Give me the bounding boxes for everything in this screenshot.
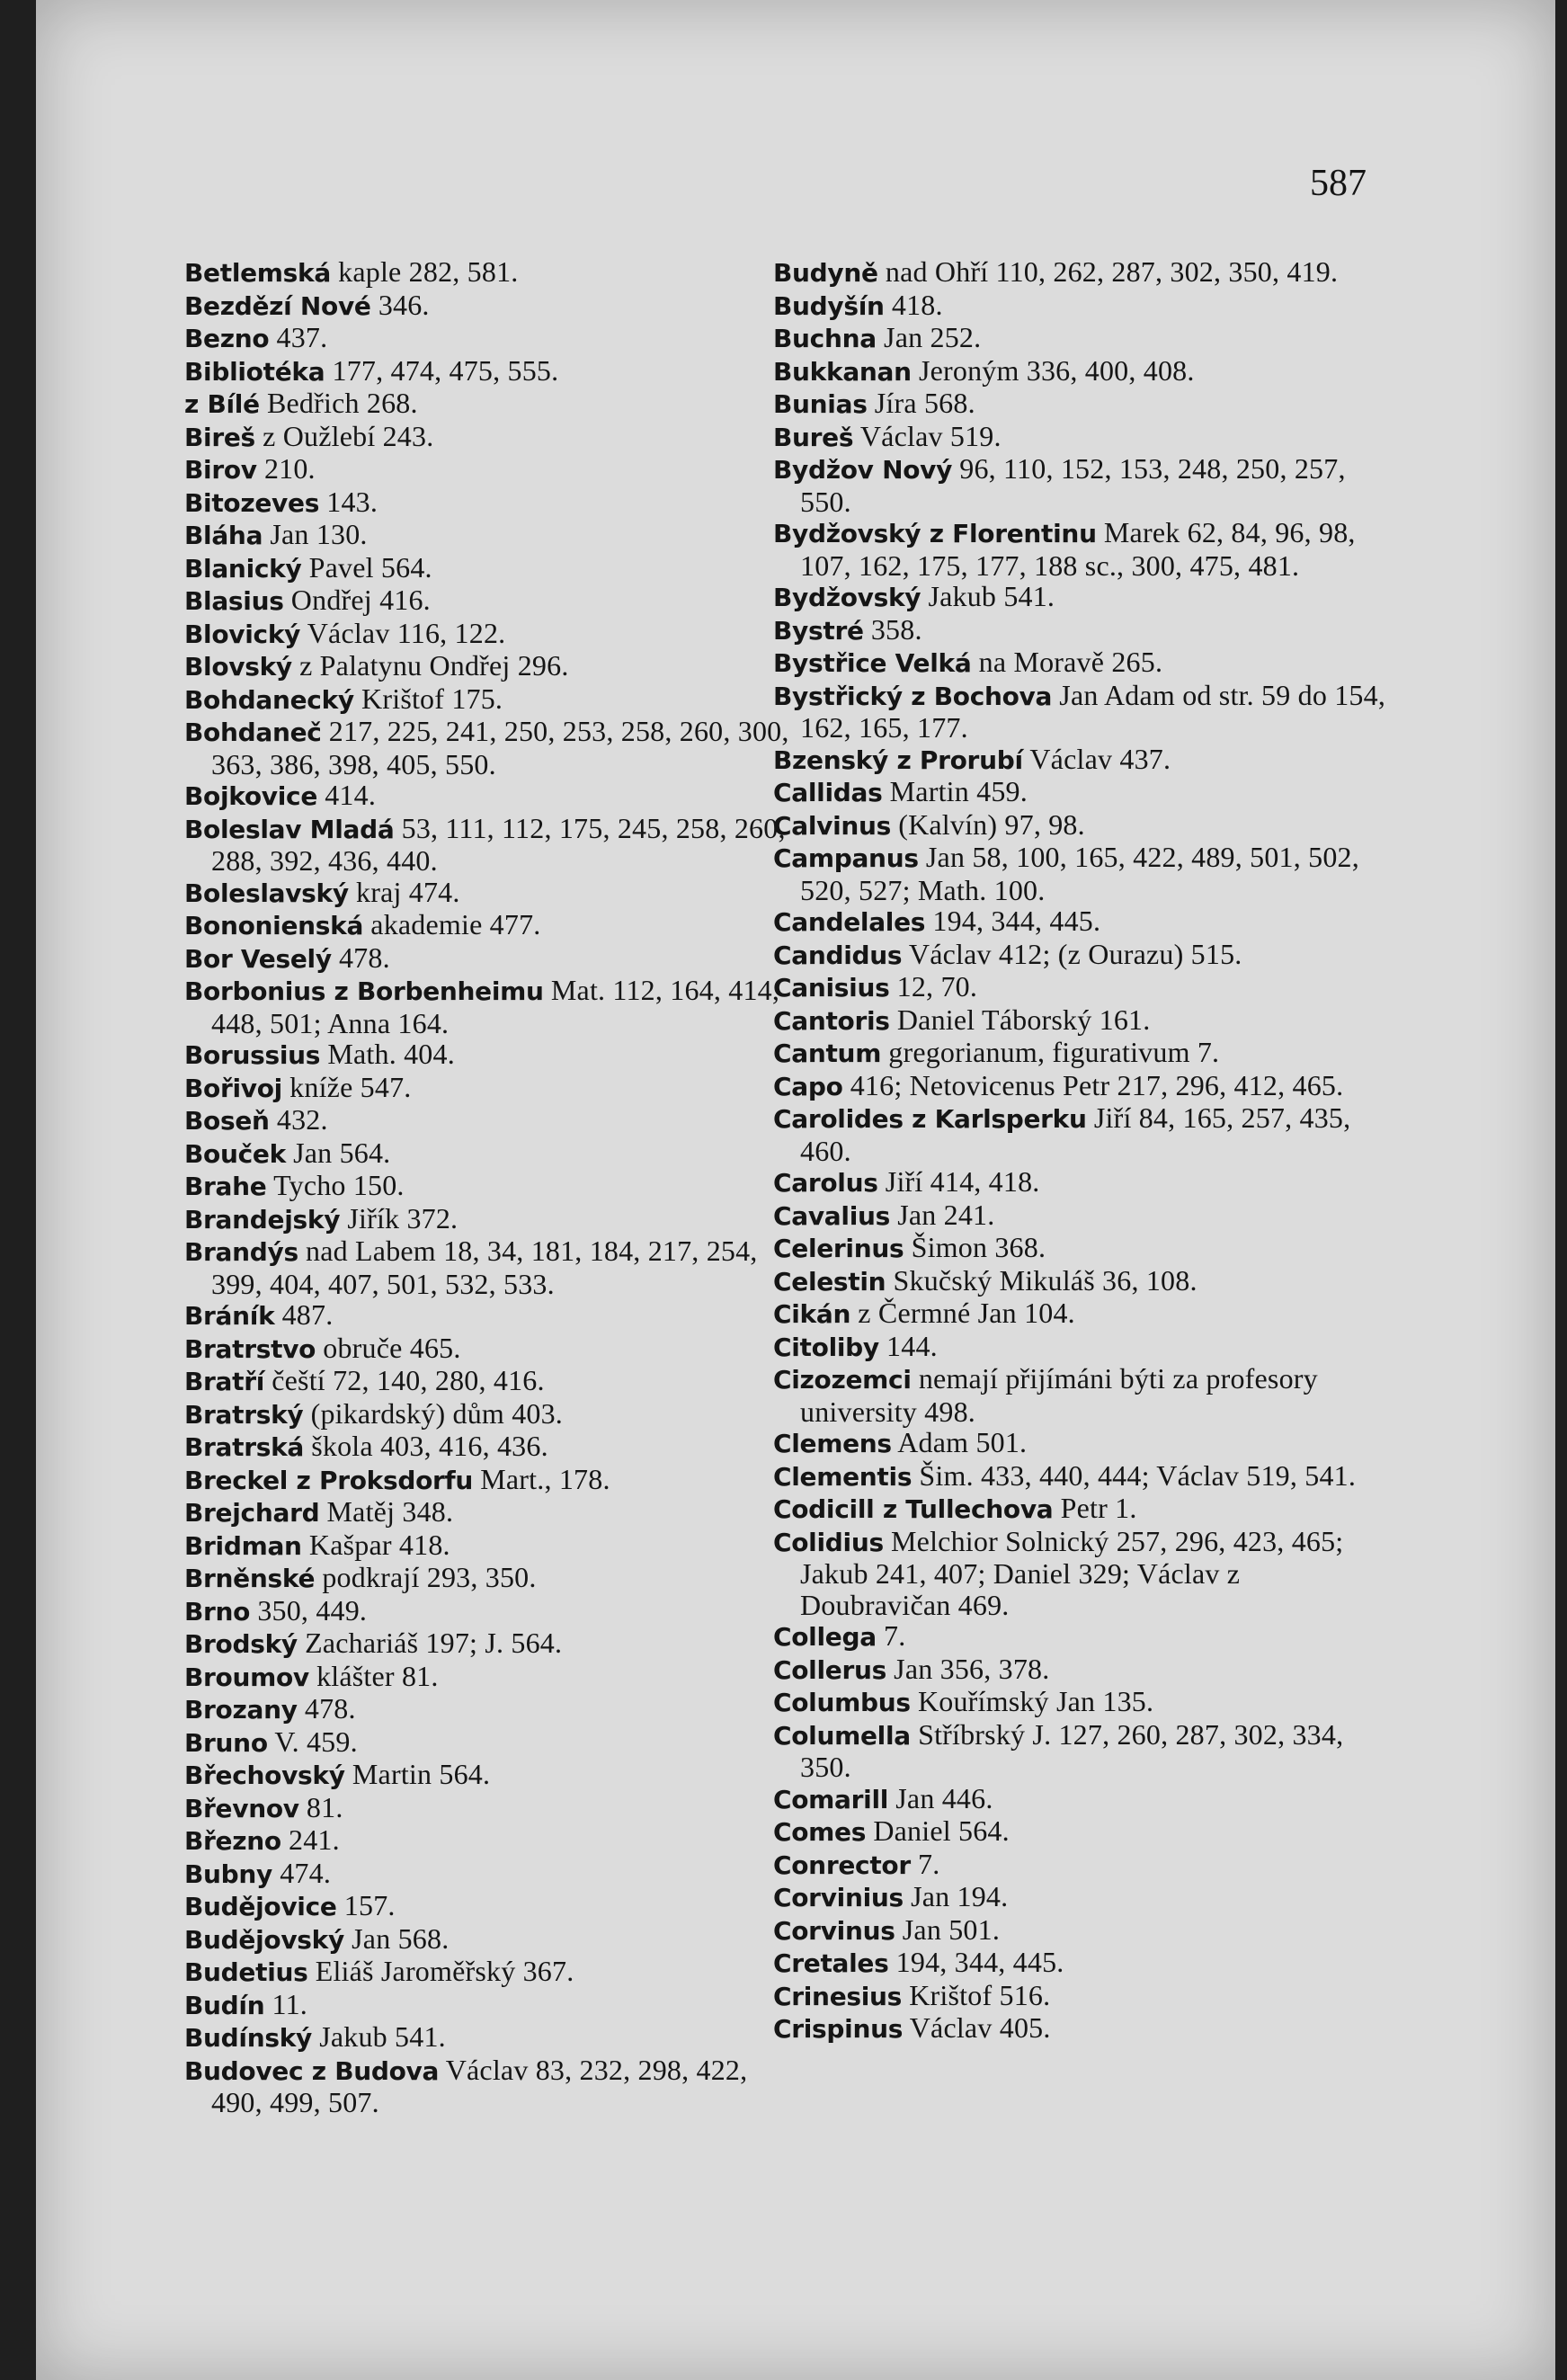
index-entry [184, 1299, 796, 1333]
entry-references: Petr 1. [1053, 1492, 1137, 1524]
index-entry [184, 1759, 796, 1792]
entry-references: Václav 83, 232, 298, 422, 490, 499, 507. [211, 2053, 748, 2118]
entry-headword: Candidus [773, 940, 903, 970]
index-entry [773, 776, 1393, 809]
index-entry [184, 256, 796, 290]
entry-references: Jan 241. [890, 1198, 995, 1231]
entry-references: 487. [274, 1298, 334, 1331]
entry-references: 144. [878, 1329, 938, 1362]
entry-references: Jan 501. [895, 1912, 1001, 1946]
entry-headword: Bzenský z Prorubí [773, 744, 1023, 775]
entry-references: Ondřej 416. [283, 584, 431, 616]
index-entry [773, 1427, 1393, 1460]
index-entry [773, 1331, 1393, 1364]
entry-references: 12, 70. [889, 970, 978, 1003]
entry-references: Daniel 564. [866, 1814, 1010, 1847]
entry-headword: Bojkovice [184, 781, 318, 811]
index-entry [773, 290, 1393, 323]
entry-headword: Columella [773, 1720, 911, 1751]
index-entry [184, 877, 796, 910]
entry-headword: Celestin [773, 1266, 886, 1297]
entry-headword: Bridman [184, 1530, 302, 1561]
entry-headword: Budovec z Budova [184, 2055, 440, 2086]
index-entry [773, 355, 1393, 388]
index-entry [773, 256, 1393, 290]
entry-headword: Cikán [773, 1299, 851, 1329]
entry-references: 414. [317, 779, 377, 811]
entry-references: Jan 446. [888, 1781, 993, 1814]
entry-headword: Budějovský [184, 1924, 344, 1955]
entry-references: 210. [256, 452, 316, 485]
index-entry [773, 1719, 1393, 1783]
entry-references: Zachariáš 197; J. 564. [297, 1627, 563, 1659]
entry-headword: Columbus [773, 1688, 911, 1717]
entry-headword: Broumov [184, 1662, 309, 1692]
entry-references: 437. [269, 321, 328, 353]
entry-references: Václav 437. [1022, 742, 1171, 775]
index-entry [184, 780, 796, 813]
index-entry [773, 322, 1393, 355]
entry-references: 177, 474, 475, 555. [325, 353, 559, 387]
index-entry [773, 971, 1393, 1004]
entry-headword: Clementis [773, 1461, 913, 1492]
entry-headword: Brandejský [184, 1204, 341, 1235]
index-entry [773, 1004, 1393, 1038]
entry-references: kníže 547. [281, 1070, 412, 1103]
index-entry [184, 1562, 796, 1595]
entry-headword: Budějovice [184, 1892, 337, 1921]
index-entry [184, 1595, 796, 1628]
entry-references: nad Labem 18, 34, 181, 184, 217, 254, 399, 404, 407, 501, 532, 533. [211, 1235, 758, 1300]
entry-headword: Brodský [184, 1629, 298, 1659]
index-column-left [184, 256, 796, 2118]
entry-references: 53, 111, 112, 175, 245, 258, 260, 288, 392, 436, 440. [211, 811, 786, 877]
entry-headword: Borussius [184, 1040, 321, 1070]
entry-headword: Bireš [184, 422, 255, 452]
index-entry [184, 519, 796, 552]
entry-headword: Bláha [184, 521, 263, 550]
entry-headword: Citoliby [773, 1332, 879, 1362]
entry-references: Tycho 150. [266, 1169, 405, 1201]
index-entry [773, 744, 1393, 777]
index-entry [184, 584, 796, 618]
entry-headword: Bystřický z Bochova [773, 681, 1053, 711]
entry-references: (Kalvín) 97, 98. [891, 807, 1085, 841]
index-entry [184, 1858, 796, 1891]
index-entry [184, 1956, 796, 1989]
entry-references: Martin 459. [882, 775, 1028, 807]
entry-headword: Canisius [773, 973, 890, 1003]
index-entry [773, 1947, 1393, 1980]
index-entry [773, 939, 1393, 972]
entry-headword: Collerus [773, 1654, 886, 1685]
entry-references: 432. [269, 1103, 328, 1136]
page-number: 587 [1310, 163, 1367, 204]
entry-headword: Celerinus [773, 1234, 904, 1263]
entry-headword: Colidius [773, 1527, 884, 1557]
index-entry [184, 716, 796, 780]
entry-headword: Cavalius [773, 1200, 890, 1231]
entry-headword: Buchna [773, 324, 877, 353]
entry-references: Jan 356, 378. [886, 1652, 1050, 1685]
entry-headword: Bydžovský z Florentinu [773, 519, 1097, 548]
entry-references: gregorianum, figurativum 7. [881, 1036, 1220, 1068]
entry-headword: Collega [773, 1622, 877, 1652]
entry-headword: Bouček [184, 1138, 286, 1169]
entry-references: 7. [910, 1847, 940, 1880]
index-entry [773, 421, 1393, 454]
entry-references: nemají přijímáni býti za profesory university 498. [800, 1362, 1318, 1428]
entry-headword: Boseň [184, 1106, 270, 1136]
index-entry [773, 581, 1393, 614]
entry-headword: Bubny [184, 1859, 273, 1889]
entry-references: 478. [297, 1692, 356, 1725]
entry-references: Jiřík 372. [340, 1201, 459, 1235]
entry-headword: Blanický [184, 553, 302, 584]
index-entry [773, 680, 1393, 744]
index-entry [184, 683, 796, 717]
index-entry [773, 842, 1393, 905]
index-entry [184, 1038, 796, 1072]
index-entry [773, 1686, 1393, 1719]
entry-references: Jan Adam od str. 59 do 154, 162, 165, 177. [800, 678, 1386, 744]
entry-headword: Boleslav Mladá [184, 814, 395, 844]
entry-references: Václav 519. [853, 419, 1002, 452]
entry-references: škola 403, 416, 436. [304, 1430, 548, 1462]
entry-headword: Bruno [184, 1727, 268, 1758]
index-entry [773, 1232, 1393, 1265]
index-entry [773, 1460, 1393, 1493]
entry-references: 194, 344, 445. [888, 1946, 1064, 1978]
entry-headword: Blovský [184, 652, 292, 682]
entry-headword: Conrector [773, 1850, 911, 1880]
entry-headword: Carolides z Karlsperku [773, 1104, 1087, 1134]
index-entry [184, 1824, 796, 1858]
entry-headword: Blasius [184, 586, 284, 616]
entry-headword: Cantum [773, 1038, 882, 1068]
index-entry [184, 1104, 796, 1137]
index-entry [184, 322, 796, 355]
entry-headword: Borbonius z Borbenheimu [184, 976, 544, 1006]
index-entry [184, 813, 796, 877]
index-entry [773, 1297, 1393, 1331]
index-entry [773, 1620, 1393, 1654]
index-entry [184, 1398, 796, 1431]
entry-references: 81. [298, 1790, 343, 1823]
entry-headword: Bořivoj [184, 1073, 282, 1103]
entry-references: Daniel Táborský 161. [889, 1003, 1151, 1036]
entry-references: Bedřich 268. [259, 387, 418, 419]
index-entry [184, 1661, 796, 1694]
index-entry [184, 1792, 796, 1825]
entry-references: Martin 564. [344, 1758, 491, 1790]
entry-references: 194, 344, 445. [925, 905, 1101, 937]
index-entry [184, 388, 796, 421]
index-entry [773, 1037, 1393, 1070]
entry-references: Jan 568. [343, 1921, 450, 1955]
entry-headword: Bratří [184, 1367, 265, 1396]
entry-headword: Bratrská [184, 1432, 305, 1462]
book-page [36, 0, 1555, 2380]
entry-references: kraj 474. [348, 875, 460, 908]
entry-headword: Bratrstvo [184, 1333, 316, 1364]
index-entry [773, 1199, 1393, 1233]
index-entry [773, 1166, 1393, 1199]
entry-references: z Palatynu Ondřej 296. [291, 649, 569, 682]
entry-headword: Bezdězí Nové [184, 290, 371, 321]
entry-references: 474. [272, 1856, 332, 1889]
entry-headword: Capo [773, 1071, 843, 1101]
index-entry [773, 1815, 1393, 1849]
entry-headword: Bydžovský [773, 583, 922, 612]
entry-references: Kouřímský Jan 135. [910, 1685, 1154, 1717]
entry-headword: Bononienská [184, 911, 364, 940]
entry-references: Krištof 516. [902, 1978, 1051, 2011]
index-entry [184, 290, 796, 323]
entry-references: Mart., 178. [473, 1462, 610, 1495]
index-entry [184, 421, 796, 454]
entry-references: Stříbrský J. 127, 260, 287, 302, 334, 350. [800, 1717, 1344, 1783]
entry-headword: Brno [184, 1596, 251, 1627]
entry-headword: Bibliotéka [184, 356, 325, 387]
entry-references: Jiří 414, 418. [877, 1165, 1040, 1198]
index-entry [184, 1890, 796, 1923]
entry-headword: Budínský [184, 2023, 312, 2053]
entry-headword: Birov [184, 455, 257, 485]
index-entry [184, 1137, 796, 1171]
index-entry [773, 1783, 1393, 1816]
entry-references: Václav 412; (z Ourazu) 515. [902, 937, 1242, 970]
entry-headword: Brozany [184, 1695, 298, 1725]
entry-headword: Corvinus [773, 1915, 895, 1946]
entry-references: podkrají 293, 350. [315, 1561, 537, 1593]
index-entry [184, 355, 796, 388]
index-entry [184, 1693, 796, 1726]
index-entry [773, 517, 1393, 581]
entry-headword: Breckel z Proksdorfu [184, 1465, 474, 1495]
index-entry [184, 942, 796, 976]
index-entry [184, 1496, 796, 1529]
entry-references: Jan 194. [903, 1880, 1009, 1912]
entry-references: z Čermné Jan 104. [850, 1297, 1075, 1329]
entry-headword: Boleslavský [184, 878, 349, 908]
entry-references: Krištof 175. [353, 682, 503, 715]
entry-headword: Budyně [773, 258, 878, 288]
entry-references: Jeroným 336, 400, 408. [911, 353, 1195, 387]
entry-references: akademie 477. [363, 908, 541, 940]
entry-references: Adam 501. [891, 1426, 1028, 1458]
entry-references: nad Ohří 110, 262, 287, 302, 350, 419. [877, 255, 1339, 288]
index-entry [184, 1170, 796, 1203]
index-entry [184, 1203, 796, 1236]
index-entry [773, 453, 1393, 517]
entry-headword: Bukkanan [773, 356, 912, 387]
entry-references: Jan 252. [876, 321, 982, 353]
entry-headword: Bunias [773, 389, 868, 419]
entry-headword: Comes [773, 1817, 867, 1847]
index-entry [184, 1627, 796, 1661]
entry-headword: Comarill [773, 1784, 889, 1814]
index-entry [184, 453, 796, 486]
entry-headword: Bezno [184, 324, 270, 353]
entry-references: Math. 404. [320, 1038, 455, 1070]
entry-references: Šimon 368. [904, 1231, 1046, 1263]
entry-references: 346. [370, 288, 430, 321]
entry-references: 143. [319, 485, 378, 518]
entry-references: 217, 225, 241, 250, 253, 258, 260, 300, 363, 386, 398, 405, 550. [211, 715, 789, 780]
index-entry [184, 1923, 796, 1957]
entry-headword: Brahe [184, 1172, 267, 1201]
index-entry [773, 1881, 1393, 1914]
index-entry [773, 905, 1393, 939]
entry-references: Marek 62, 84, 96, 98, 107, 162, 175, 177, 188 sc., 300, 475, 481. [800, 516, 1356, 582]
entry-headword: Bráník [184, 1301, 275, 1331]
index-entry [184, 2021, 796, 2055]
entry-headword: Corvinius [773, 1883, 904, 1912]
entry-references: Václav 405. [903, 2011, 1051, 2044]
entry-references: Melchior Solnický 257, 296, 423, 465; Jakub 241, 407; Daniel 329; Václav z Doubravičan 469. [800, 1524, 1344, 1621]
entry-headword: Bydžov Nový [773, 455, 953, 485]
index-entry [184, 1235, 796, 1299]
entry-references: obruče 465. [316, 1331, 461, 1364]
entry-headword: Bohdanecký [184, 684, 354, 715]
index-entry [184, 1529, 796, 1563]
entry-headword: Březno [184, 1826, 281, 1856]
entry-references: 416; Netovicenus Petr 217, 296, 412, 465. [842, 1068, 1344, 1101]
index-entry [184, 909, 796, 942]
index-entry [184, 552, 796, 585]
index-column-right [773, 256, 1393, 2046]
entry-headword: Cantoris [773, 1005, 890, 1036]
entry-references: Eliáš Jaroměřský 367. [307, 1955, 574, 1987]
index-entry [773, 1493, 1393, 1526]
index-entry [184, 2055, 796, 2118]
entry-references: Skučský Mikuláš 36, 108. [886, 1263, 1198, 1297]
entry-references: 358. [863, 612, 922, 646]
entry-references: Mat. 112, 164, 414, 448, 501; Anna 164. [211, 974, 780, 1039]
index-entry [184, 650, 796, 683]
entry-headword: Bystré [773, 615, 864, 646]
entry-references: kaple 282, 581. [330, 255, 519, 288]
entry-references: (pikardský) dům 403. [303, 1396, 563, 1430]
index-entry [184, 975, 796, 1038]
index-entry [773, 388, 1393, 421]
entry-headword: Betlemská [184, 258, 331, 288]
index-entry [773, 1102, 1393, 1166]
entry-references: Václav 116, 122. [300, 616, 506, 649]
entry-references: V. 459. [267, 1725, 358, 1758]
index-entry [773, 646, 1393, 680]
entry-headword: z Bílé [184, 389, 260, 419]
entry-headword: Campanus [773, 843, 919, 873]
index-entry [773, 614, 1393, 647]
entry-headword: Bystřice Velká [773, 648, 972, 678]
entry-references: Matěj 348. [319, 1495, 454, 1528]
entry-references: Pavel 564. [301, 550, 432, 584]
index-entry [184, 1333, 796, 1366]
index-entry [773, 1070, 1393, 1103]
index-entry [184, 1989, 796, 2022]
entry-references: čeští 72, 140, 280, 416. [264, 1364, 545, 1396]
entry-references: Jan 58, 100, 165, 422, 489, 501, 502, 520, 527; Math. 100. [800, 841, 1359, 906]
entry-headword: Budyšín [773, 290, 885, 321]
entry-references: 11. [264, 1987, 307, 2020]
entry-references: Jan 564. [285, 1136, 391, 1169]
entry-headword: Bohdaneč [184, 718, 322, 747]
entry-headword: Budín [184, 1990, 265, 2020]
entry-headword: Candelales [773, 907, 926, 937]
index-entry [773, 1980, 1393, 2013]
entry-references: Kašpar 418. [301, 1528, 450, 1561]
entry-headword: Brejchard [184, 1498, 320, 1528]
entry-references: 96, 110, 152, 153, 248, 250, 257, 550. [800, 452, 1346, 518]
entry-headword: Clemens [773, 1429, 892, 1458]
entry-headword: Calvinus [773, 810, 892, 841]
index-entry [773, 1654, 1393, 1687]
entry-headword: Callidas [773, 778, 883, 807]
entry-headword: Crispinus [773, 2014, 904, 2044]
index-entry [184, 1072, 796, 1105]
index-entry [773, 2012, 1393, 2046]
entry-headword: Cretales [773, 1948, 889, 1978]
index-entry [184, 1365, 796, 1398]
entry-references: Jiří 84, 165, 257, 435, 460. [800, 1101, 1351, 1167]
entry-headword: Brandýs [184, 1237, 298, 1267]
entry-references: Jakub 541. [921, 580, 1055, 612]
entry-headword: Blovický [184, 619, 301, 649]
entry-headword: Bratrský [184, 1399, 304, 1430]
entry-references: klášter 81. [308, 1659, 439, 1692]
index-entry [773, 809, 1393, 842]
entry-references: Jan 130. [263, 518, 368, 550]
entry-references: Jakub 541. [312, 2020, 446, 2053]
index-entry [773, 1849, 1393, 1882]
entry-headword: Codicill z Tullechova [773, 1494, 1054, 1524]
entry-headword: Crinesius [773, 1981, 903, 2011]
entry-headword: Carolus [773, 1168, 878, 1198]
index-entry [184, 1431, 796, 1464]
index-entry [773, 1914, 1393, 1948]
index-entry [184, 486, 796, 520]
entry-headword: Bureš [773, 422, 854, 452]
entry-references: z Oužlebí 243. [254, 419, 434, 452]
entry-headword: Bor Veselý [184, 943, 332, 974]
entry-references: 157. [336, 1889, 396, 1921]
index-entry [184, 1464, 796, 1497]
index-entry [773, 1363, 1393, 1427]
entry-references: 7. [876, 1619, 906, 1652]
entry-references: Šim. 433, 440, 444; Václav 519, 541. [912, 1458, 1357, 1492]
entry-references: na Moravě 265. [971, 646, 1163, 678]
entry-references: 241. [280, 1823, 340, 1856]
entry-headword: Bitozeves [184, 487, 320, 518]
entry-references: Jíra 568. [867, 387, 975, 419]
entry-headword: Cizozemci [773, 1365, 912, 1395]
index-entry [184, 618, 796, 651]
entry-references: 418. [884, 288, 943, 321]
entry-headword: Brněnské [184, 1564, 316, 1593]
entry-references: 350, 449. [250, 1593, 368, 1627]
entry-headword: Budetius [184, 1957, 308, 1987]
index-entry [184, 1726, 796, 1760]
entry-headword: Břechovský [184, 1760, 345, 1790]
entry-references: 478. [331, 940, 390, 974]
index-entry [773, 1265, 1393, 1298]
index-entry [773, 1526, 1393, 1621]
entry-headword: Břevnov [184, 1793, 299, 1823]
